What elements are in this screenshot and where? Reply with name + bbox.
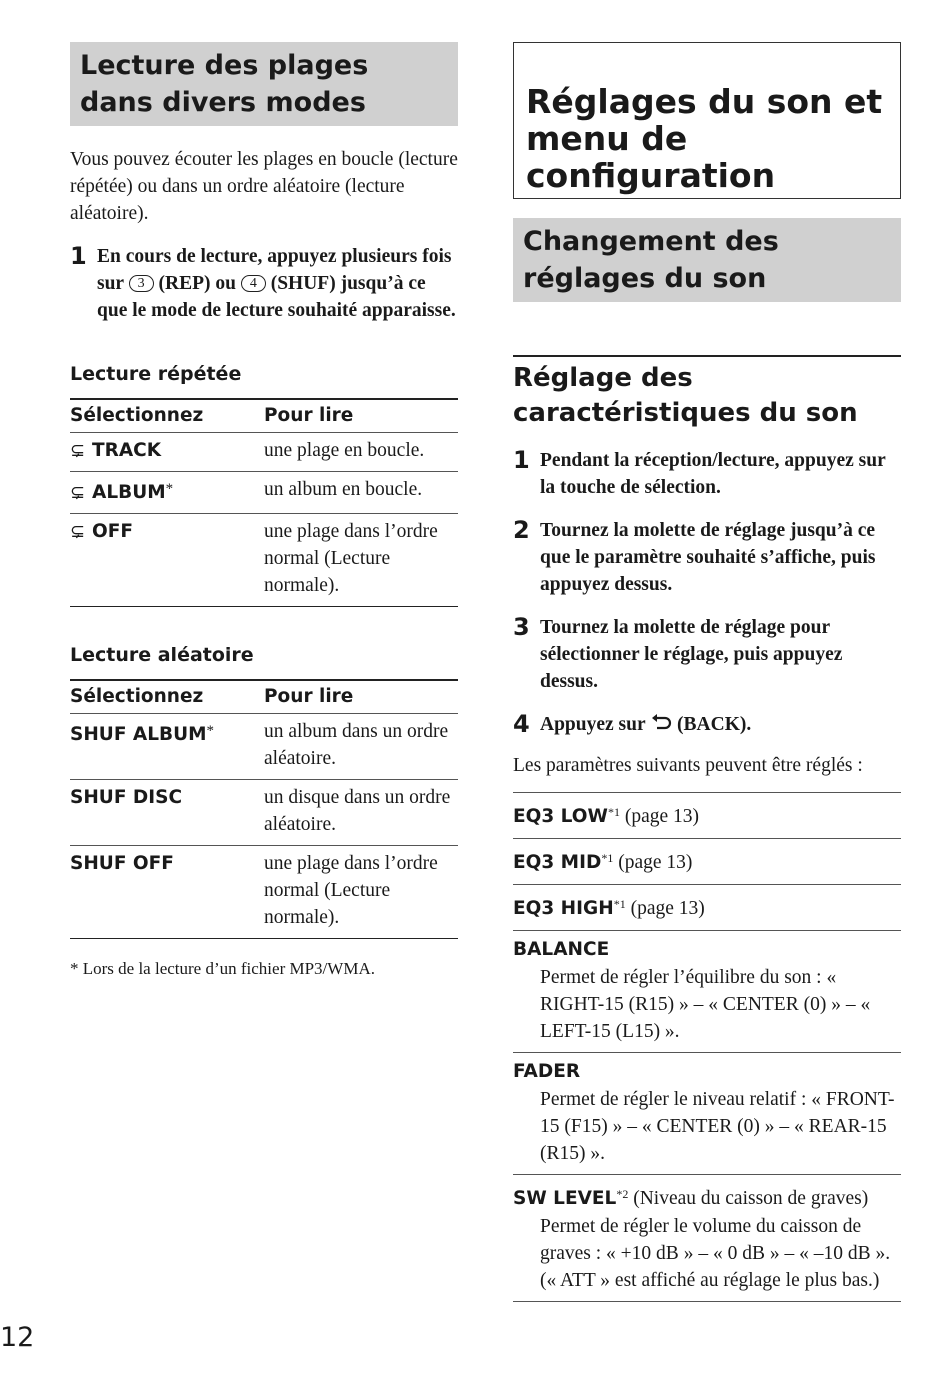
key-4-icon: 4: [241, 275, 266, 292]
mode-label: ALBUM: [92, 482, 166, 503]
column-header: Pour lire: [264, 680, 458, 714]
param-balance: [513, 930, 901, 1052]
mode-cell: [70, 846, 264, 939]
key-3-icon: 3: [129, 275, 154, 292]
param-title: [513, 936, 901, 964]
description-cell: un disque dans un ordre aléatoire.: [264, 780, 458, 846]
description-cell: une plage en boucle.: [264, 433, 458, 472]
table-row: [70, 433, 458, 472]
repeat-table: [70, 398, 458, 607]
param-title: [513, 798, 901, 831]
param-eq3-mid: [513, 838, 901, 884]
page-number: 12: [0, 1322, 35, 1353]
right-column: [513, 42, 901, 1302]
params-intro: Les paramètres suivants peuvent être réglés :: [513, 755, 863, 776]
step-text: Tournez la molette de réglage jusqu’à ce que le paramètre souhaité s’affiche, puis appuyez dessus.: [540, 520, 876, 595]
footnote-ref: *1: [607, 805, 620, 819]
param-name: EQ3 MID: [513, 852, 602, 873]
left-column: [70, 42, 458, 981]
mode-cell: [70, 514, 264, 607]
footnote-ref: *1: [601, 851, 614, 865]
step-3: [513, 614, 901, 695]
param-note: (page 13): [625, 898, 705, 919]
param-title: [513, 844, 901, 877]
table-row: [70, 472, 458, 514]
description-cell: un album en boucle.: [264, 472, 458, 514]
param-note: (page 13): [613, 852, 693, 873]
back-arrow-icon: [650, 713, 672, 740]
mode-label: SHUF ALBUM: [70, 724, 207, 745]
footnote-ref: *1: [613, 897, 626, 911]
column-header: Sélectionnez: [70, 399, 264, 433]
param-description: Permet de régler l’équilibre du son : « RIGHT-15 (R15) » – « CENTER (0) » – « LEFT-15 (L15) ».: [540, 967, 871, 1042]
description-cell: une plage dans l’ordre normal (Lecture normale).: [264, 514, 458, 607]
param-note: (Niveau du caisson de graves): [628, 1188, 869, 1209]
chapter-title: Réglages du son et menu de configuration: [513, 42, 901, 199]
param-description: Permet de régler le niveau relatif : « FRONT-15 (F15) » – « CENTER (0) » – « REAR-15 (R15) ».: [540, 1089, 895, 1164]
step-text: Pendant la réception/lecture, appuyez sur la touche de sélection.: [540, 450, 886, 498]
step-1: [513, 447, 901, 501]
mode-label: TRACK: [92, 440, 162, 461]
param-name: SW LEVEL: [513, 1188, 617, 1209]
mode-cell: [70, 433, 264, 472]
footnote-ref: *2: [616, 1187, 629, 1201]
param-note: (page 13): [619, 806, 700, 827]
mode-label: SHUF DISC: [70, 787, 183, 808]
step-1: [70, 243, 458, 324]
mode-label: OFF: [92, 521, 134, 542]
table-row: [70, 846, 458, 939]
asterisk: *: [165, 481, 174, 497]
mode-label: SHUF OFF: [70, 853, 174, 874]
step-text: [97, 243, 458, 324]
step-text-part: En cours de lecture, appuyez plusieurs fois sur: [97, 246, 452, 294]
param-name: FADER: [513, 1061, 581, 1082]
shuffle-heading: Lecture aléatoire: [70, 644, 254, 666]
step-number: 3: [513, 613, 530, 641]
step-4: [513, 711, 901, 740]
repeat-icon: ⊊: [70, 482, 86, 503]
param-title: [513, 890, 901, 923]
param-title: [513, 1058, 901, 1086]
param-name: BALANCE: [513, 939, 610, 960]
param-eq3-low: [513, 792, 901, 838]
table-row: [70, 714, 458, 780]
step-text-part: (SHUF) jusqu’à ce que le mode de lecture souhaité apparaisse.: [97, 273, 456, 321]
mode-cell: [70, 780, 264, 846]
step-2: [513, 517, 901, 598]
step-number: 4: [513, 710, 530, 738]
section-heading-playback-modes: Lecture des plages dans divers modes: [70, 42, 458, 126]
param-title: [513, 1180, 901, 1213]
table-row: [70, 780, 458, 846]
step-text-part: Appuyez sur: [540, 714, 651, 735]
table-header-row: [70, 399, 458, 433]
mode-cell: [70, 714, 264, 780]
column-header: Sélectionnez: [70, 680, 264, 714]
param-sw-level: [513, 1174, 901, 1301]
step-text-part: (REP) ou: [153, 273, 241, 294]
description-cell: une plage dans l’ordre normal (Lecture normale).: [264, 846, 458, 939]
step-number: 2: [513, 516, 530, 544]
step-text: [540, 711, 751, 740]
footnote: * Lors de la lecture d’un fichier MP3/WMA.: [70, 959, 375, 978]
table-header-row: [70, 680, 458, 714]
param-name: EQ3 HIGH: [513, 898, 614, 919]
description-cell: un album dans un ordre aléatoire.: [264, 714, 458, 780]
section-heading-sound-settings: Changement des réglages du son: [513, 218, 901, 302]
asterisk: *: [206, 723, 215, 739]
repeat-heading: Lecture répétée: [70, 363, 242, 385]
table-row: [70, 514, 458, 607]
repeat-icon: ⊊: [70, 521, 86, 542]
param-eq3-high: [513, 884, 901, 930]
param-description: Permet de régler le volume du caisson de graves : « +10 dB » – « 0 dB » – « –10 dB ».: [540, 1216, 891, 1264]
mode-cell: [70, 472, 264, 514]
step-number: 1: [513, 446, 530, 474]
params-list: [513, 792, 901, 1302]
column-header: Pour lire: [264, 399, 458, 433]
subsection-heading: Réglage des caractéristiques du son: [513, 355, 901, 431]
repeat-icon: ⊊: [70, 440, 86, 461]
step-text: Tournez la molette de réglage pour sélectionner le réglage, puis appuyez dessus.: [540, 617, 843, 692]
param-fader: [513, 1052, 901, 1174]
step-text-part: (BACK).: [672, 714, 752, 735]
param-name: EQ3 LOW: [513, 806, 608, 827]
step-number: 1: [70, 242, 87, 270]
shuffle-table: [70, 679, 458, 939]
intro-paragraph: Vous pouvez écouter les plages en boucle (lecture répétée) ou dans un ordre aléatoire (lecture aléatoire).: [70, 149, 458, 224]
param-description-note: (« ATT » est affiché au réglage le plus bas.): [540, 1270, 880, 1291]
